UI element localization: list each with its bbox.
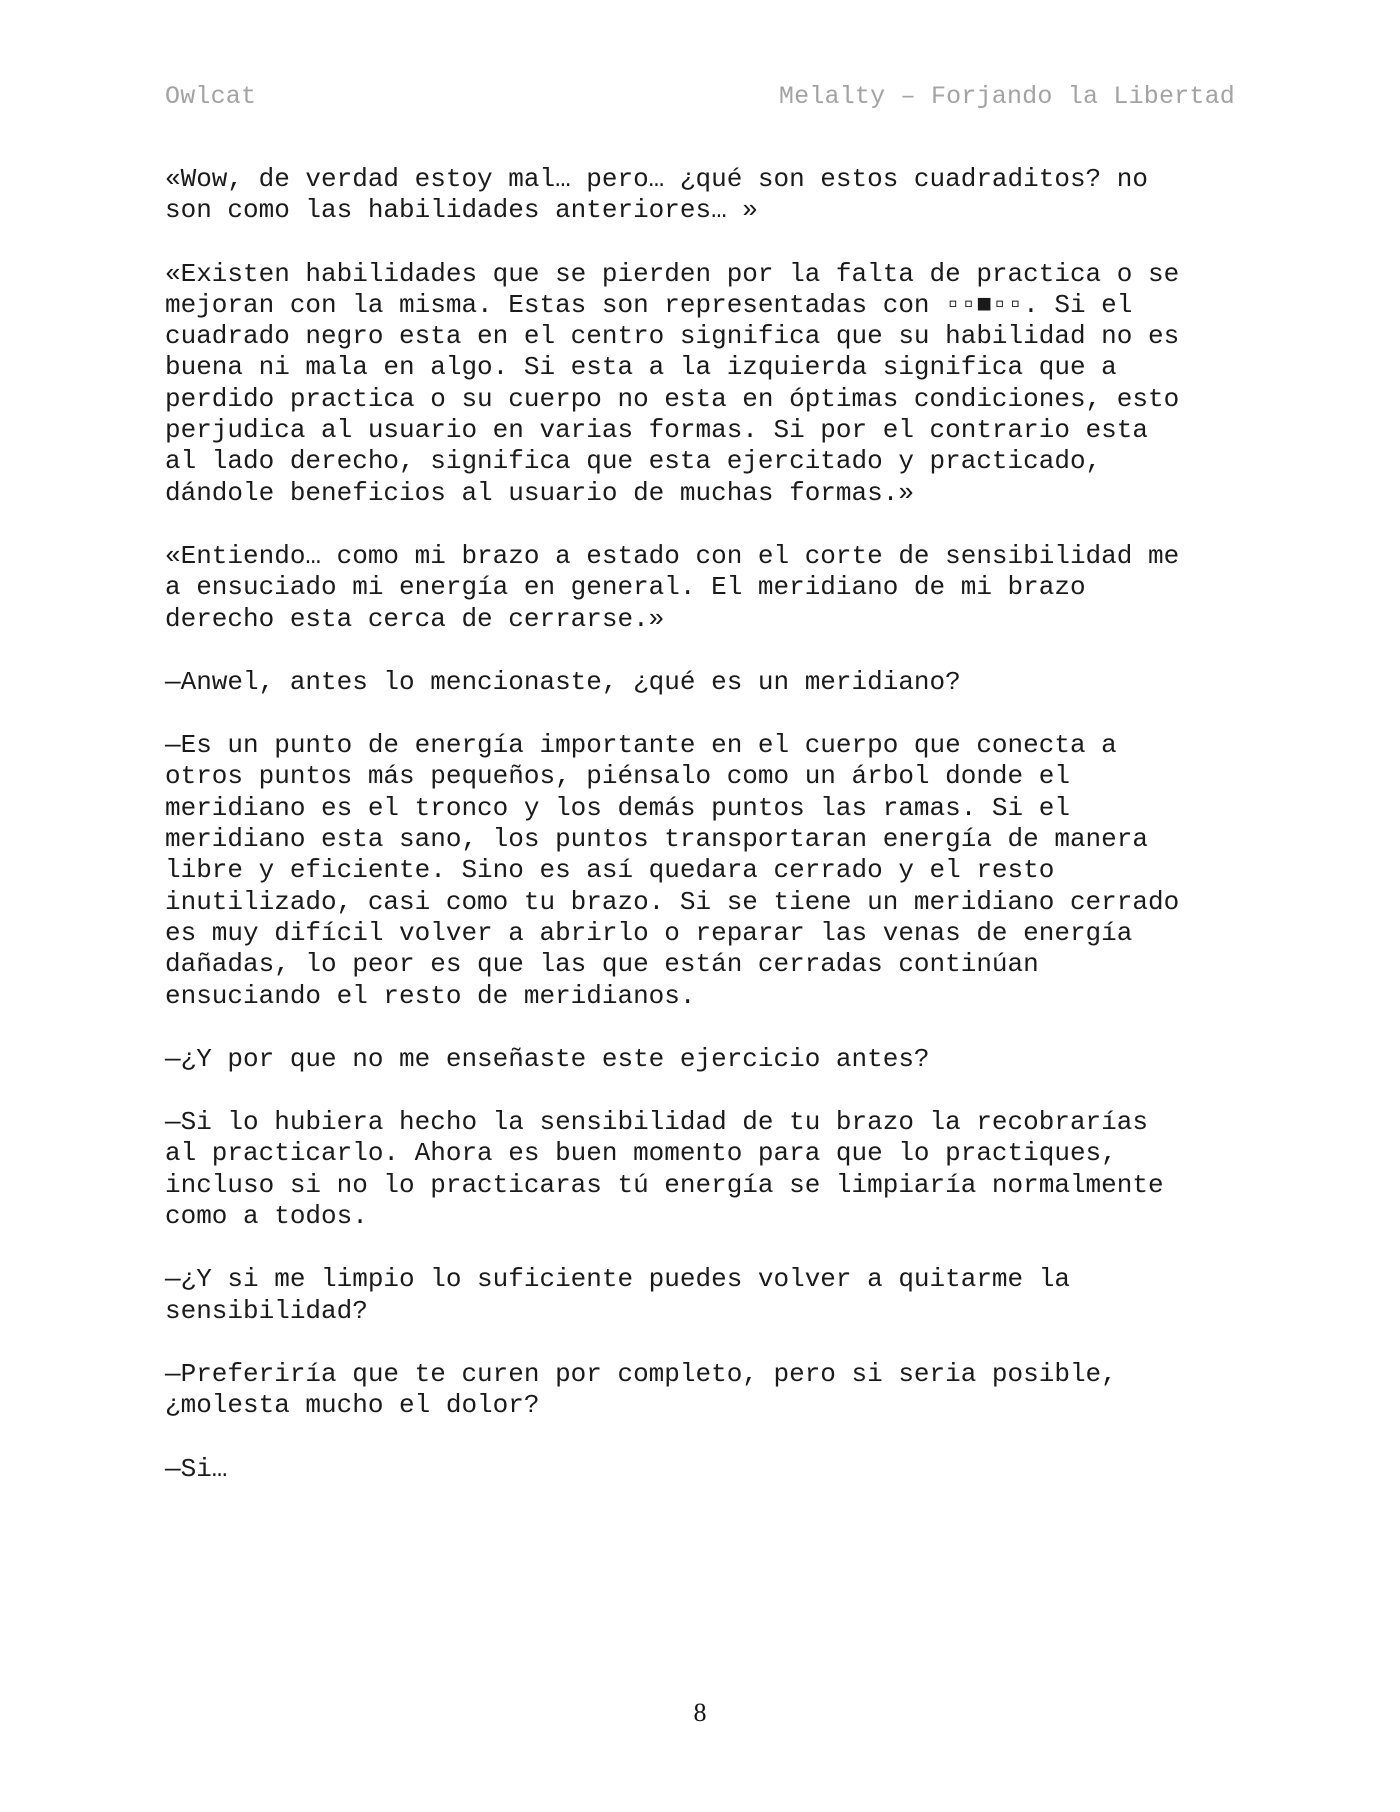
paragraph: «Entiendo… como mi brazo a estado con el corte de sensibilidad me a ensuciado mi energía en general. El meridiano de mi brazo derecho esta cerca de cerrarse.»: [165, 540, 1180, 634]
header-author: Owlcat: [165, 82, 257, 111]
body-text: [165, 164, 1250, 1517]
paragraph: —¿Y si me limpio lo suficiente puedes volver a quitarme la sensibilidad?: [165, 1264, 1070, 1326]
running-header: [165, 82, 1235, 111]
paragraph: —¿Y por que no me enseñaste este ejercicio antes?: [165, 1043, 930, 1074]
paragraph: —Preferiría que te curen por completo, pero si seria posible, ¿molesta mucho el dolor?: [165, 1358, 1117, 1421]
paragraph: —Si lo hubiera hecho la sensibilidad de tu brazo la recobrarías al practicarlo. Ahora es buen momento para que lo practiques, incluso si no lo practicaras tú energía se limpiaría normalmente como a todos.: [165, 1107, 1164, 1232]
page-number: 8: [693, 1698, 707, 1727]
paragraph: «Wow, de verdad estoy mal… pero… ¿qué son estos cuadraditos? no son como las habilidades anteriores… »: [165, 164, 1148, 226]
paragraph: —Es un punto de energía importante en el cuerpo que conecta a otros puntos más pequeños, piénsalo como un árbol donde el meridiano es el tronco y los demás puntos las ramas. Si el meridiano esta sano, los puntos transportaran energía de manera libre y eficiente. Sino es así quedara cerrado y el resto inutilizado, casi como tu brazo. Si se tiene un meridiano cerrado es muy difícil volver a abrirlo o reparar las venas de energía dañadas, lo peor es que las que están cerradas continúan ensuciando el resto de meridianos.: [165, 730, 1180, 1011]
paragraph: —Si…: [165, 1453, 228, 1484]
paragraph: «Existen habilidades que se pierden por la falta de practica o se mejoran con la misma. Estas son representadas con ▫▫■▫▫. Si el cuadrado negro esta en el centro significa que su habilidad no es buena ni mala en algo. Si esta a la izquierda significa que a perdido practica o su cuerpo no esta en óptimas condiciones, esto perjudica al usuario en varias formas. Si por el contrario esta al lado derecho, significa que esta ejercitado y practicado, dándole beneficios al usuario de muchas formas.»: [165, 258, 1180, 508]
paragraph: —Anwel, antes lo mencionaste, ¿qué es un meridiano?: [165, 666, 961, 697]
header-book-title: Melalty – Forjando la Libertad: [778, 82, 1235, 111]
